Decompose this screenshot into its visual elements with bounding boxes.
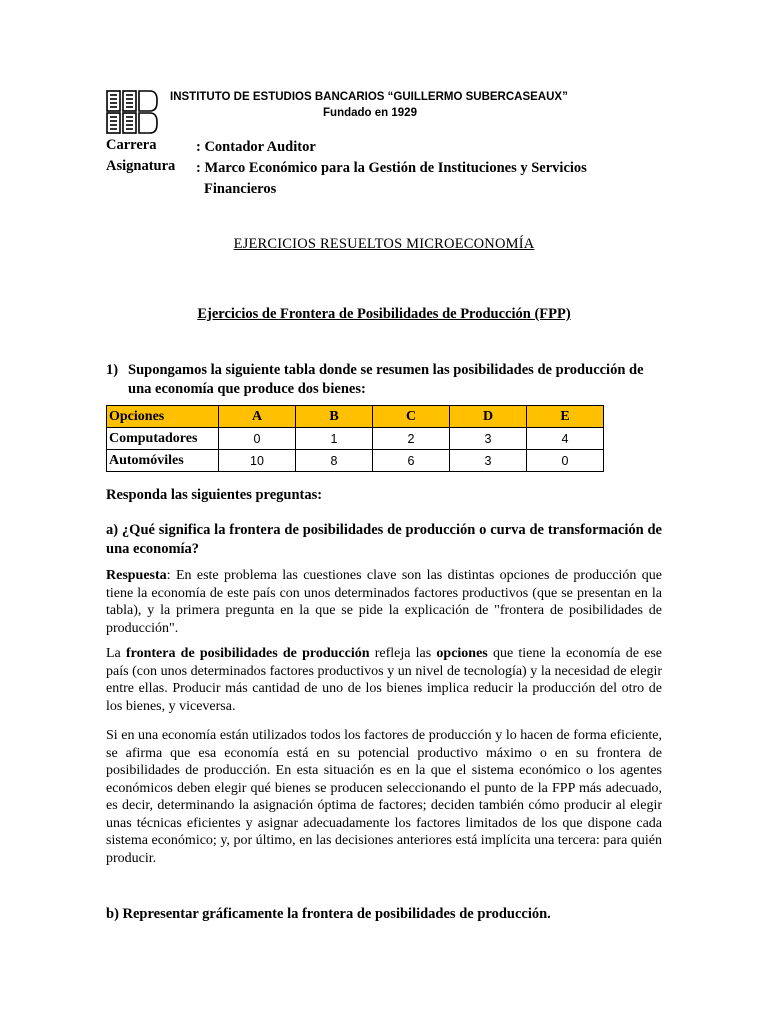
option-c-cell: C [373, 406, 450, 428]
table-row [107, 428, 604, 450]
table-cell: 1 [296, 428, 373, 450]
production-options-table [106, 405, 604, 472]
document-title: EJERCICIOS RESUELTOS MICROECONOMÍA [233, 236, 535, 252]
table-cell: 8 [296, 450, 373, 472]
answer-text: : En este problema las cuestiones clave son las distintas opciones de producción que tiene la economía de este país con unos determinados factores productivos (que se presentan en la tabla), y la primera pregunta en la que se pide la explicación de "frontera de posibilidades de producción". [106, 568, 662, 636]
header-label-cell: Opciones [107, 406, 219, 428]
career-value: : Contador Auditor [196, 139, 316, 155]
subject-label: Asignatura [106, 158, 176, 174]
table-cell: 6 [373, 450, 450, 472]
subject-value [196, 158, 666, 200]
table-cell: 0 [219, 428, 296, 450]
table-cell: 10 [219, 450, 296, 472]
table-row [107, 450, 604, 472]
table-cell: 0 [527, 450, 604, 472]
question-1-text: Supongamos la siguiente tabla donde se resumen las posibilidades de producción de una economía que produce dos bienes: [128, 362, 644, 397]
founded-year: Fundado en 1929 [323, 107, 417, 119]
question-a: a) ¿Qué significa la frontera de posibilidades de producción o curva de transformación de una economía? [106, 522, 662, 557]
option-e-cell: E [527, 406, 604, 428]
option-b-cell: B [296, 406, 373, 428]
iebgs-logo-icon [106, 90, 158, 134]
definition-bold-2: opciones [436, 646, 488, 661]
table-cell: 3 [450, 428, 527, 450]
table-header-row [107, 406, 604, 428]
efficiency-paragraph: Si en una economía están utilizados todos los factores de producción y lo hacen de forma eficiente, se afirma que esa economía está en su potencial productivo máximo o en su frontera de posibilidades de producción. En esta situación es en la que el sistema económico o los agentes económicos deben elegir qué bienes se producen seleccionando el punto de la FPP más adecuado, es decir, determinando la asignación óptima de factores; deciden también cómo producir al elegir unas técnicas eficientes y asignar adecuadamente los factores limitados de los que dispone cada sistema económico; y, por último, en las decisiones anteriores está implícita una tercera: para quién producir. [106, 728, 662, 866]
institution-name: INSTITUTO DE ESTUDIOS BANCARIOS “GUILLERMO SUBERCASEAUX” [170, 91, 568, 103]
option-d-cell: D [450, 406, 527, 428]
subject-value-line2: Financieros [204, 181, 277, 197]
definition-bold-1: frontera de posibilidades de producción [125, 646, 370, 661]
question-1-number: 1) [106, 362, 119, 378]
career-label: Carrera [106, 137, 157, 153]
definition-paragraph [106, 645, 662, 715]
row-label-automoviles: Automóviles [107, 450, 219, 472]
answer-label: Respuesta [106, 568, 167, 583]
table-cell: 3 [450, 450, 527, 472]
definition-text-1: La [106, 646, 126, 661]
subject-value-line1: : Marco Económico para la Gestión de Instituciones y Servicios [196, 160, 587, 176]
definition-text-3: que tiene la economía de ese país (con unos determinados factores productivos y un nivel de tecnología) y la necesidad de elegir entre ellas. Producir más cantidad de uno de los bienes implica reducir la producción del otro de los bienes, y viceversa. [106, 646, 662, 714]
row-label-computadores: Computadores [107, 428, 219, 450]
question-b: b) Representar gráficamente la frontera de posibilidades de producción. [106, 906, 551, 922]
option-a-cell: A [219, 406, 296, 428]
table-cell: 4 [527, 428, 604, 450]
definition-text-2: refleja las [369, 646, 437, 661]
table-cell: 2 [373, 428, 450, 450]
answer-paragraph [106, 567, 662, 637]
respond-instruction: Responda las siguientes preguntas: [106, 487, 323, 503]
section-subtitle: Ejercicios de Frontera de Posibilidades de Producción (FPP) [197, 306, 571, 322]
